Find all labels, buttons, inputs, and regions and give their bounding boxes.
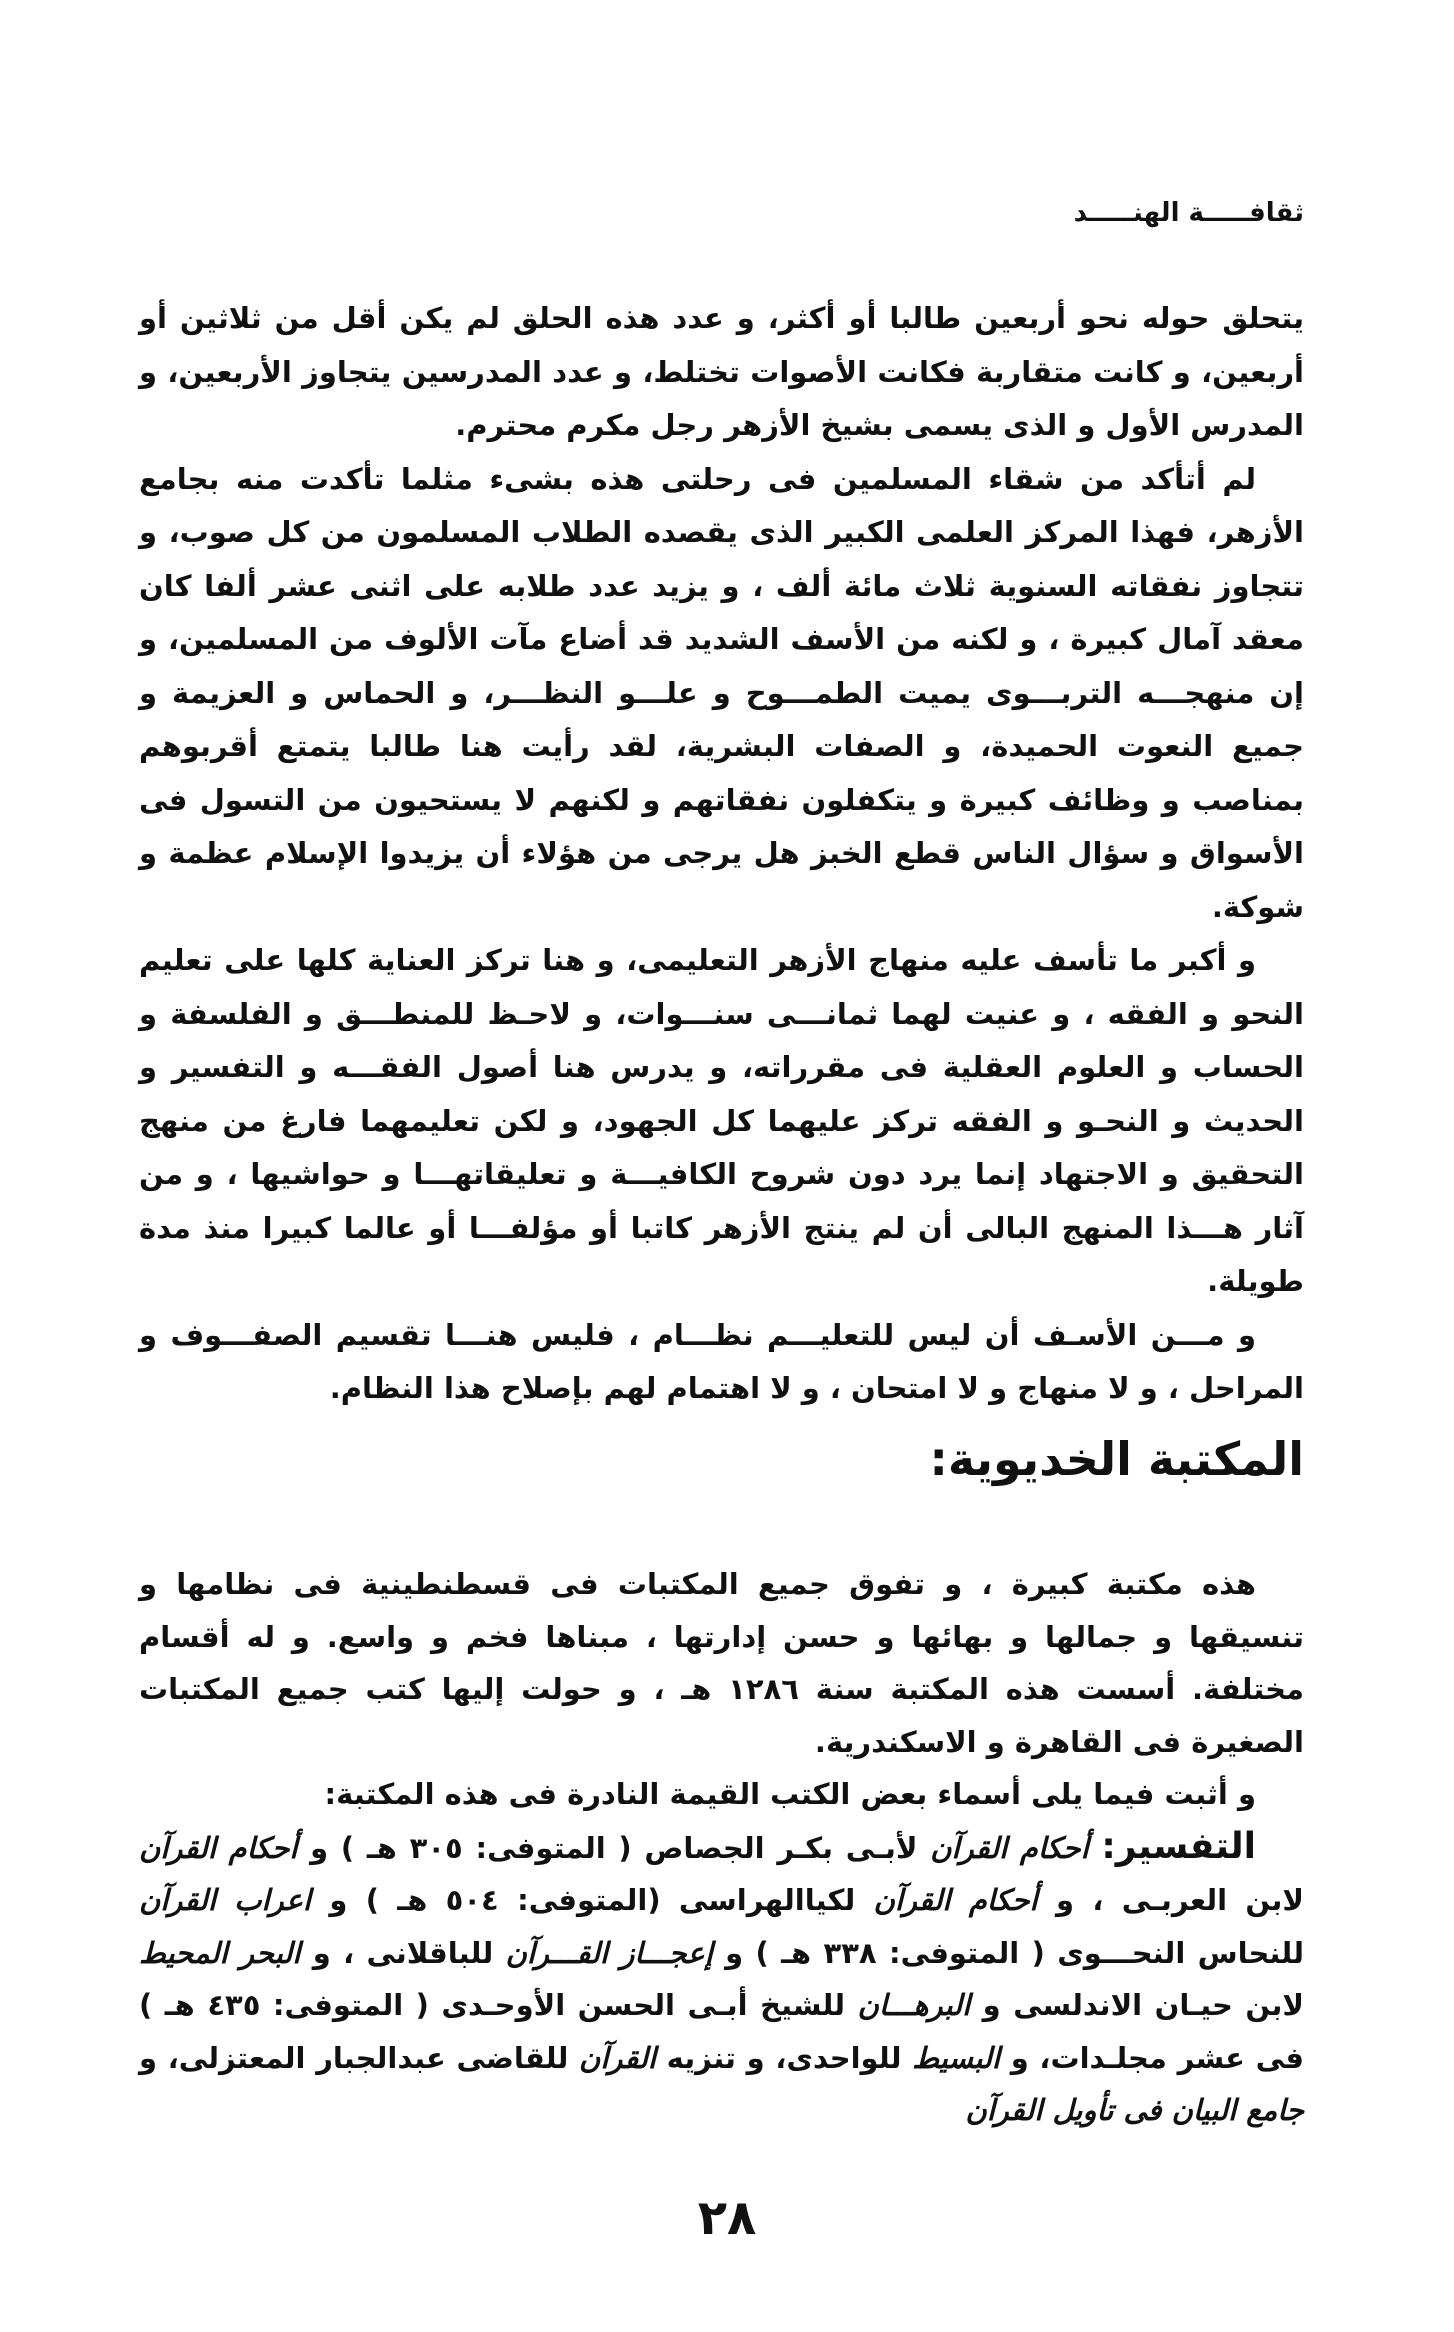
book-title: اعراب القرآن (139, 1883, 311, 1917)
book-title: البحر المحيط (139, 1935, 301, 1970)
al-azhar-section (139, 292, 1304, 1416)
book-title: القرآن (579, 2040, 656, 2075)
tafsir-list (139, 1821, 1304, 2137)
book-title: البسيط (912, 2040, 1000, 2075)
book-title: جامع البيان فى تأويل القرآن (965, 2093, 1304, 2127)
paragraph: و مـــن الأسـف أن ليس للتعليـــم نظـــام ، فليس هنـــا تقسيم الصفـــوف و المراحل ، و لا منهاج و لا امتحان ، و لا اهتمام لهم بإصلاح هذا النظام. (139, 1317, 1304, 1405)
section-heading: المكتبة الخديوية: (929, 1432, 1304, 1486)
book-title: إعجـــاز القـــرآن (505, 1935, 713, 1970)
book-info: لابن العربـى ، و (1037, 1883, 1304, 1917)
book-info: للواحدى، و تنزيه (655, 2040, 913, 2075)
book-info: لابن حيـان الاندلسى و (970, 1988, 1305, 2022)
book-info: لكياالهراسى (المتوفى: ٥٠٤ هـ ) و (310, 1883, 874, 1917)
category-label: التفسير: (1101, 1825, 1256, 1867)
paragraph: يتحلق حوله نحو أربعين طالبا أو أكثر، و عدد هذه الحلق لم يكن أقل من ثلاثين أو أربعين، و كانت متقاربة فكانت الأصوات تختلط، و عدد المدرسين يتجاوز الأربعين، و المدرس الأول و الذى يسمى بشيخ الأزهر رجل مكرم محترم. (139, 301, 1304, 442)
book-title: أحكام القرآن (139, 1830, 298, 1865)
page-number: ٢٨ (697, 2190, 757, 2246)
book-info: للشيخ أبـى الحسن الأوحـدى ( المتوفى: ٤٣٥ هـ ) فى عشر مجلـدات، و (139, 1988, 1305, 2075)
book-title: أحكام القرآن (873, 1883, 1038, 1917)
khedivial-library-section (139, 1558, 1304, 2137)
book-info: للنحاس النحـــوى ( المتوفى: ٣٣٨ هـ ) و (712, 1935, 1304, 1970)
paragraph: و أثبت فيما يلى أسماء بعض الكتب القيمة النادرة فى هذه المكتبة: (324, 1777, 1256, 1811)
book-info: للقاضى عبدالجبار المعتزلى، و (139, 2040, 580, 2075)
book-info: للباقلانى ، و (300, 1935, 506, 1970)
book-info: لأبـى بكـر الجصاص ( المتوفى: ٣٠٥ هـ ) و (297, 1830, 931, 1865)
book-title: البرهـــان (857, 1988, 971, 2022)
paragraph: و أكبر ما تأسف عليه منهاج الأزهر التعليمى، و هنا تركز العناية كلها على تعليم النحو و الفقه ، و عنيت لهما ثمانـــى سنـــوات، و لاحـظ للمنطـــق و الفلسفة و الحساب و العلوم العقلية فى مقرراته، و يدرس هنا أصول الفقـــه و التفسير و الحديث و النحـو و الفقه تركز عليهما كل الجهود، و لكن تعليمهما فارغ من منهج التحقيق و الاجتهاد إنما يرد دون شروح الكافيـــة و تعليقاتهـــا و حواشيها ، و من آثار هـــذا المنهج البالى أن لم ينتج الأزهر كاتبا أو مؤلفـــا أو عالما كبيرا منذ مدة طويلة. (139, 943, 1304, 1298)
paragraph: لم أتأكد من شقاء المسلمين فى رحلتى هذه بشىء مثلما تأكدت منه بجامع الأزهر، فهذا المركز العلمى الكبير الذى يقصده الطلاب المسلمون من كل صوب، و تتجاوز نفقاته السنوية ثلاث مائة ألف ، و يزيد عدد طلابه على اثنى عشر ألفا كان معقد آمال كبيرة ، و لكنه من الأسف الشديد قد أضاع مآت الألوف من المسلمين، و إن منهجـــه التربـــوى يميت الطمـــوح و علـــو النظـــر، و الحماس و العزيمة و جميع النعوت الحميدة، و الصفات البشرية، لقد رأيت هنا طالبا يتمتع أقربوهم بمناصب و وظائف كبيرة و يتكفلون نفقاتهم و لكنهم لا يستحيون من التسول فى الأسواق و سؤال الناس قطع الخبز هل يرجى من هؤلاء أن يزيدوا الإسلام عظمة و شوكة. (139, 461, 1304, 924)
paragraph: هذه مكتبة كبيرة ، و تفوق جميع المكتبات فى قسطنطينية فى نظامها و تنسيقها و جمالها و بهائها و حسن إدارتها ، مبناها فخم و واسع. و له أقسام مختلفة. أسست هذه المكتبة سنة ١٢٨٦ هـ ، و حولت إليها كتب جميع المكتبات الصغيرة فى القاهرة و الاسكندرية. (139, 1567, 1304, 1759)
running-header: ثقافـــــة الهنـــــد (1073, 198, 1304, 228)
book-title: أحكام القرآن (930, 1830, 1089, 1865)
